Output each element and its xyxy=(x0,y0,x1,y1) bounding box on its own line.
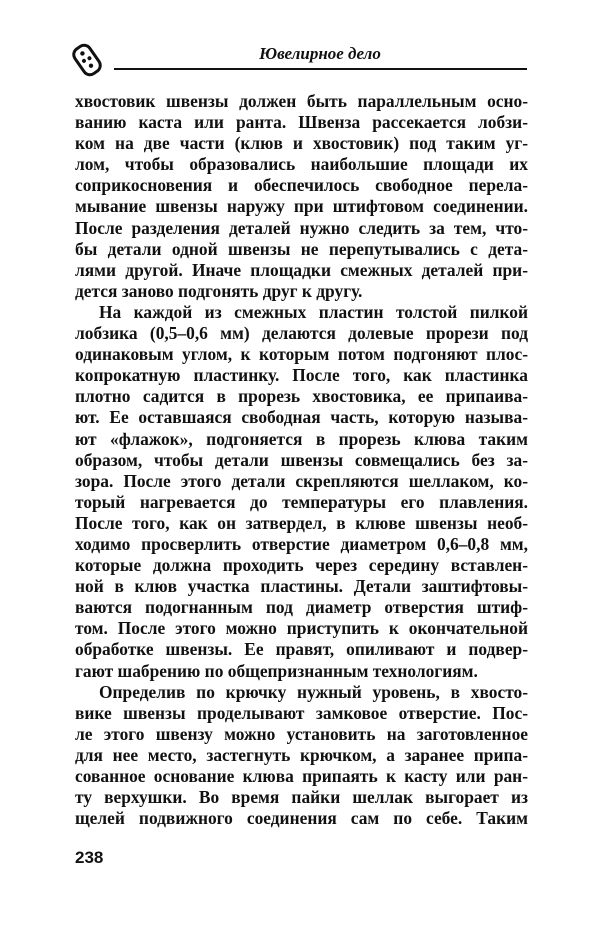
text-line: для нее место, застегнуть крючком, а заранее припа- xyxy=(75,744,528,765)
text-line: мывание швензы наружу при штифтовом соединении. xyxy=(75,196,528,217)
text-line: образом, чтобы детали швензы совмещались без за- xyxy=(75,449,528,470)
text-line: хвостовик швензы должен быть параллельным осно- xyxy=(75,91,528,111)
text-line: После разделения деталей нужно следить за тем, что- xyxy=(75,217,528,238)
text-line: дется заново подгонять друг к другу. xyxy=(75,280,363,301)
text-line: ходимо просверлить отверстие диаметром 0,6–0,8 мм, xyxy=(75,533,528,554)
running-header-title: Ювелирное дело xyxy=(259,44,381,63)
text-line: торый нагревается до температуры его плавления. xyxy=(75,491,528,512)
text-line: щелей подвижного соединения сам по себе. Таким xyxy=(75,808,528,829)
text-line: На каждой из смежных пластин толстой пилкой xyxy=(99,301,528,322)
text-line: зора. После этого детали скрепляются шеллаком, ко- xyxy=(75,470,528,491)
ring-icon xyxy=(72,42,102,78)
header-rule xyxy=(114,68,527,70)
text-line: одинаковым углом, к которым потом подгоняют плос- xyxy=(75,344,528,365)
text-line: соприкосновения и обеспечилось свободное перела- xyxy=(75,175,528,196)
text-line: обработке швензы. Ее правят, опиливают и подвер- xyxy=(75,639,528,660)
text-line: Определив по крючку нужный уровень, в хвосто- xyxy=(99,681,528,702)
text-line: том. После этого можно приступить к окончательной xyxy=(75,618,528,639)
text-line: копрокатную пластинку. После того, как пластинка xyxy=(75,365,528,386)
text-line: которые должна проходить через середину вставлен- xyxy=(75,555,528,576)
paragraph xyxy=(75,302,528,682)
text-line: вике швензы проделывают замковое отверстие. Пос- xyxy=(75,702,528,723)
text-line: ваются подогнанным под диаметр отверстия штиф- xyxy=(75,597,528,618)
body-text xyxy=(75,91,528,829)
text-line: После того, как он затвердел, в клюве швензы необ- xyxy=(75,512,528,533)
text-line: ной в клюв участка пластины. Детали заштифтовы- xyxy=(75,576,528,597)
text-line: ту верхушки. Во время пайки шеллак выгорает из xyxy=(75,787,528,808)
text-line: гают шабрению по общепризнанным технологиям. xyxy=(75,660,478,681)
text-line: плотно садится в прорезь хвостовика, ее припаива- xyxy=(75,386,528,407)
text-line: сованное основание клюва припаять к касту или ран- xyxy=(75,766,528,786)
text-line: ком на две части (клюв и хвостовик) под таким уг- xyxy=(75,133,528,154)
text-line: ле этого швензу можно установить на заготовленное xyxy=(75,723,528,744)
text-line: лями другой. Иначе площадки смежных деталей при- xyxy=(75,259,528,280)
text-line: ют. Ее оставшаяся свободная часть, которую называ- xyxy=(75,407,528,428)
text-line: лобзика (0,5–0,6 мм) делаются долевые прорези под xyxy=(75,323,528,344)
page-number: 238 xyxy=(75,848,104,867)
paragraph xyxy=(75,682,528,830)
text-line: лом, чтобы образовались наибольшие площади их xyxy=(75,154,528,175)
text-line: ванию каста или ранта. Швенза рассекается лобзи- xyxy=(75,112,528,133)
paragraph xyxy=(75,91,528,302)
text-line: бы детали одной швензы не перепутывались с дета- xyxy=(75,238,528,259)
text-line: ют «флажок», подгоняется в прорезь клюва таким xyxy=(75,428,528,449)
